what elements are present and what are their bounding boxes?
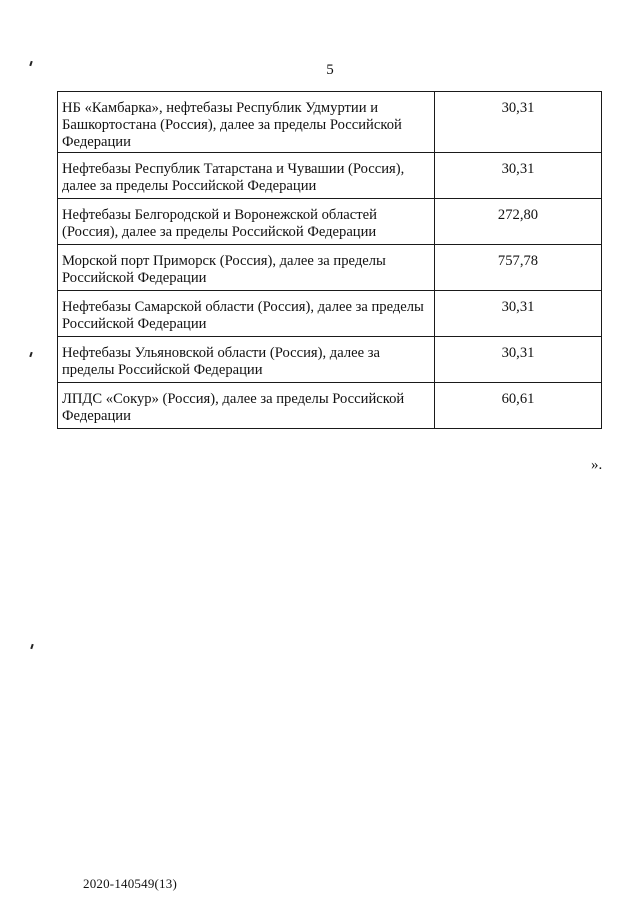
tariff-table: [57, 91, 602, 429]
route-cell: НБ «Камбарка», нефтебазы Республик Удмуртии и Башкортостана (Россия), далее за пределы Российской Федерации: [58, 92, 435, 153]
table-row: [58, 199, 602, 245]
tariff-value-cell: 30,31: [435, 92, 602, 153]
tariff-value-cell: 272,80: [435, 199, 602, 245]
route-cell: ЛПДС «Сокур» (Россия), далее за пределы Российской Федерации: [58, 383, 435, 429]
scan-mark: [29, 352, 32, 357]
table-row: [58, 153, 602, 199]
tariff-value-cell: 757,78: [435, 245, 602, 291]
closing-quote: ».: [591, 457, 603, 473]
table-row: [58, 245, 602, 291]
route-cell: Нефтебазы Самарской области (Россия), далее за пределы Российской Федерации: [58, 291, 435, 337]
document-id: 2020-140549(13): [83, 876, 177, 891]
route-cell: Нефтебазы Республик Татарстана и Чувашии (Россия), далее за пределы Российской Федерации: [58, 153, 435, 199]
route-cell: Нефтебазы Ульяновской области (Россия), далее за пределы Российской Федерации: [58, 337, 435, 383]
tariff-value-cell: 60,61: [435, 383, 602, 429]
tariff-value-cell: 30,31: [435, 337, 602, 383]
table-row: [58, 92, 602, 153]
route-cell: Нефтебазы Белгородской и Воронежской областей (Россия), далее за пределы Российской Федерации: [58, 199, 435, 245]
scan-mark: [30, 644, 33, 649]
page-number: 5: [326, 62, 334, 78]
table-row: [58, 291, 602, 337]
tariff-value-cell: 30,31: [435, 153, 602, 199]
tariff-value-cell: 30,31: [435, 291, 602, 337]
table-row: [58, 383, 602, 429]
table-row: [58, 337, 602, 383]
route-cell: Морской порт Приморск (Россия), далее за пределы Российской Федерации: [58, 245, 435, 291]
